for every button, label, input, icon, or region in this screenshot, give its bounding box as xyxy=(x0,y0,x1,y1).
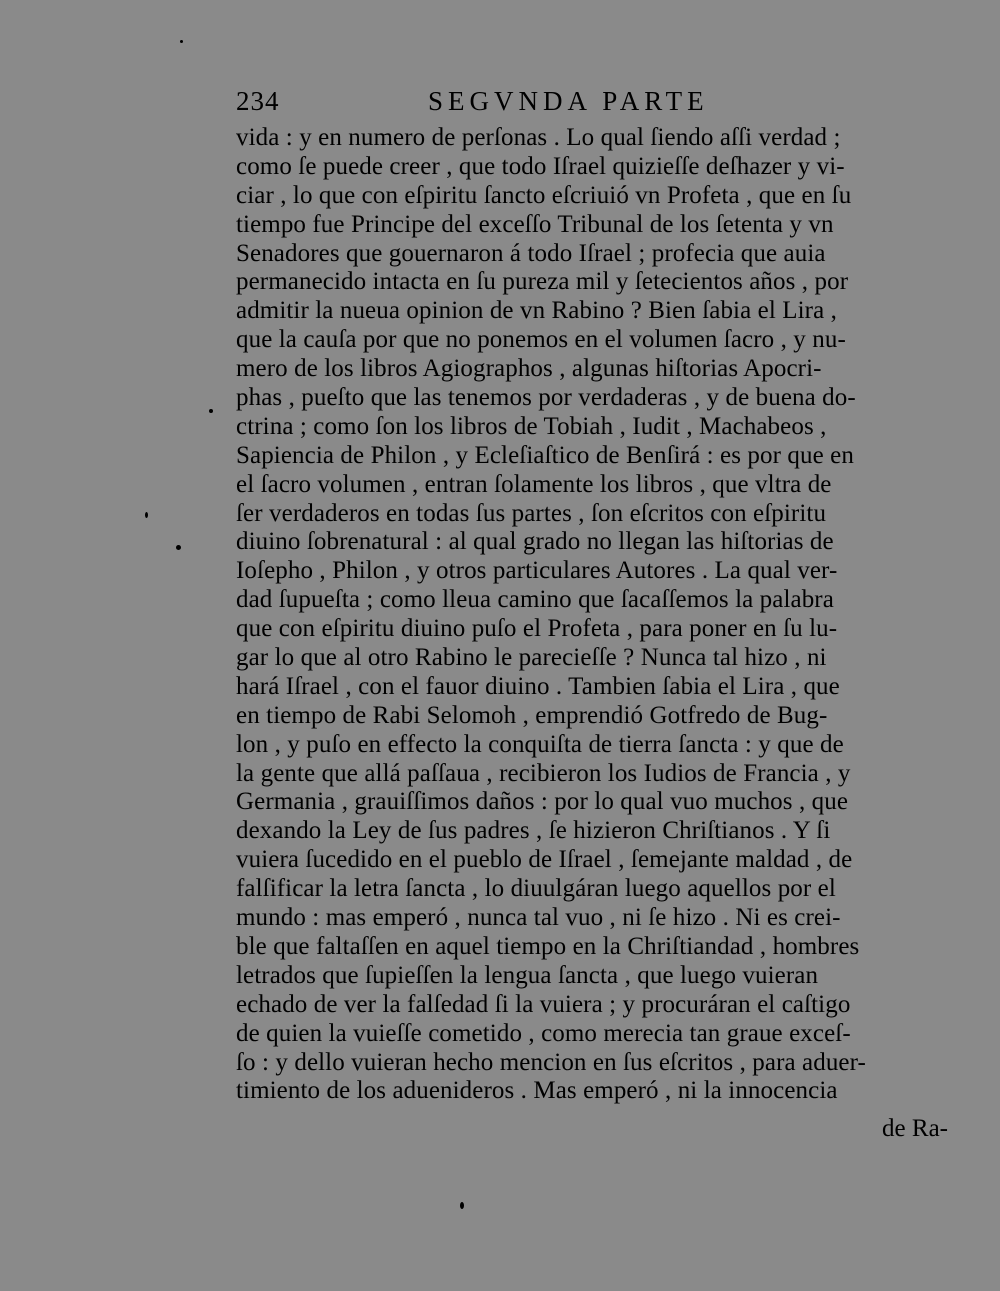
text-line: letrados que ſupieſſen la lengua ſancta , que luego vuieran xyxy=(236,961,819,989)
text-line: Sapiencia de Philon , y Ecleſiaſtico de Benſirá : es por que en xyxy=(236,441,854,469)
text-line: vuiera ſucedido en el pueblo de Iſrael , ſemejante maldad , de xyxy=(236,846,853,874)
text-line: ſer verdaderos en todas ſus partes , ſon eſcritos con eſpiritu xyxy=(236,499,827,527)
text-line: tiempo fue Principe del exceſſo Tribunal de los ſetenta y vn xyxy=(236,210,834,238)
ink-speck xyxy=(460,1202,464,1209)
text-line: echado de ver la falſedad ſi la vuiera ; y procuráran el caſtigo xyxy=(236,990,851,1018)
text-line: Germania , grauiſſimos daños : por lo qual vuo muchos , que xyxy=(236,788,849,816)
page-header xyxy=(236,86,956,126)
text-line: en tiempo de Rabi Selomoh , emprendió Gotfredo de Bug- xyxy=(236,701,828,729)
text-line: dexando la Ley de ſus padres , ſe hizieron Chriſtianos . Y ſi xyxy=(236,817,831,845)
text-line: de quien la vuieſſe cometido , como merecia tan graue exceſ- xyxy=(236,1019,851,1047)
ink-speck xyxy=(145,512,148,518)
text-line: timiento de los aduenideros . Mas emperó , ni la innocencia xyxy=(236,1077,838,1105)
text-line: gar lo que al otro Rabino le pareciеſſe ? Nunca tal hizo , ni xyxy=(236,644,827,672)
text-line: ctrina ; como ſon los libros de Tobiah , Iudit , Machabeos , xyxy=(236,412,827,440)
text-line: como ſe puede creer , que todo Iſrael quizieſſe deſhazer y vi- xyxy=(236,152,845,180)
text-line: ſo : y dello vuieran hecho mencion en ſus eſcritos , para aduer- xyxy=(236,1048,866,1076)
text-line: falſificar la letra ſancta , lo diuulgáran luego aquellos por el xyxy=(236,875,836,903)
ink-speck xyxy=(176,545,181,550)
text-line: permanecido intacta en ſu pureza mil y ſetecientos años , por xyxy=(236,268,849,296)
text-line: phas , pueſto que las tenemos por verdaderas , y de buena do- xyxy=(236,384,856,412)
page-number: 234 xyxy=(236,86,280,116)
text-line: vida : y en numero de perſonas . Lo qual ſiendo aſſi verdad ; xyxy=(236,124,841,151)
ink-speck xyxy=(180,40,183,43)
text-line: ble que faltaſſen en aquel tiempo en la Chriſtiandad , hombres xyxy=(236,932,860,960)
text-line: Senadores que gouernaron á todo Iſrael ; profecia que auia xyxy=(236,239,826,267)
text-line: mero de los libros Agiographos , algunas hiſtorias Apocri- xyxy=(236,355,822,383)
running-head: SEGVNDA PARTE xyxy=(428,86,709,116)
text-line: dad ſupueſta ; como lleua camino que ſacaſſemos la palabra xyxy=(236,586,834,614)
text-line: mundo : mas emperó , nunca tal vuo , ni ſe hizo . Ni es crei- xyxy=(236,904,841,932)
text-line: hará Iſrael , con el fauor diuino . Tambien ſabia el Lira , que xyxy=(236,672,840,700)
text-line: que la cauſa por que no ponemos en el volumen ſacro , y nu- xyxy=(236,326,846,354)
text-line: admitir la nueua opinion de vn Rabino ? Bien ſabia el Lira , xyxy=(236,297,837,325)
catchword: de Ra- xyxy=(882,1115,948,1142)
text-line: lon , y puſo en effecto la conquiſta de tierra ſancta : y que de xyxy=(236,730,844,758)
ink-speck xyxy=(209,409,213,413)
text-line: Ioſepho , Philon , y otros particulares Autores . La qual ver- xyxy=(236,557,838,585)
body-text xyxy=(236,124,956,1106)
text-line: diuino ſobrenatural : al qual grado no llegan las hiſtorias de xyxy=(236,528,834,556)
text-line: la gente que allá paſſaua , recibieron los Iudios de Francia , y xyxy=(236,759,851,787)
text-line: que con eſpiritu diuino puſo el Profeta , para poner en ſu lu- xyxy=(236,615,838,643)
text-line: ciar , lo que con eſpiritu ſancto eſcriuió vn Profeta , que en ſu xyxy=(236,181,852,209)
text-line: el ſacro volumen , entran ſolamente los libros , que vltra de xyxy=(236,470,832,498)
